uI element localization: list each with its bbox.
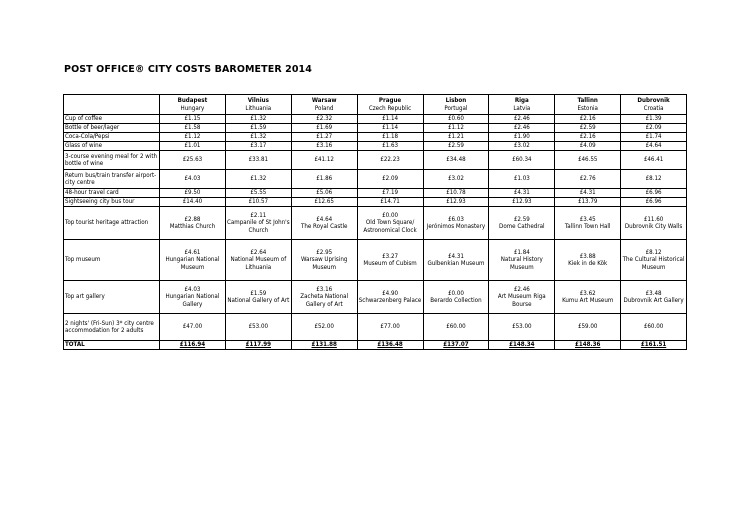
cost-amount: £4.31 xyxy=(579,189,596,197)
cost-cell xyxy=(489,151,555,170)
city-name: Riga xyxy=(514,97,529,105)
cost-amount: £2.95 xyxy=(316,249,333,257)
cost-amount: £3.16 xyxy=(316,286,333,294)
venue-name: National Gallery of Art xyxy=(227,297,290,304)
table-row xyxy=(64,314,687,341)
cost-cell xyxy=(291,314,357,341)
cost-amount: £46.55 xyxy=(577,156,598,164)
cost-amount: £1.27 xyxy=(316,133,333,141)
venue-name: The Royal Castle xyxy=(300,223,348,230)
cost-cell xyxy=(225,124,291,133)
table-row xyxy=(64,240,687,281)
row-label: Coca-Cola/Pepsi xyxy=(64,133,160,142)
cost-amount: £2.09 xyxy=(645,124,662,132)
cost-amount: £6.96 xyxy=(645,198,662,206)
cost-amount: £59.00 xyxy=(577,323,598,331)
cost-cell xyxy=(160,142,226,151)
cost-cell xyxy=(291,151,357,170)
cost-amount: £12.65 xyxy=(314,198,334,206)
cost-amount: £4.03 xyxy=(184,286,201,294)
cost-amount: £4.31 xyxy=(513,189,530,197)
venue-name: Hungarian National Museum xyxy=(165,256,220,271)
city-name: Prague xyxy=(378,97,402,105)
table-row xyxy=(64,207,687,240)
cost-cell xyxy=(489,240,555,281)
cost-cell xyxy=(423,115,489,124)
cost-amount: £3.02 xyxy=(447,175,464,183)
cost-cell xyxy=(225,281,291,314)
cost-cell xyxy=(423,170,489,189)
cost-amount: £53.00 xyxy=(512,323,532,331)
cost-cell xyxy=(357,124,423,133)
table-row xyxy=(64,142,687,151)
cost-cell xyxy=(160,133,226,142)
cost-cell xyxy=(291,198,357,207)
row-label: Glass of wine xyxy=(64,142,160,151)
cost-cell xyxy=(423,133,489,142)
city-header xyxy=(291,95,357,115)
cost-cell xyxy=(489,189,555,198)
cost-amount: £22.23 xyxy=(380,156,400,164)
cost-cell xyxy=(555,142,621,151)
city-name: Budapest xyxy=(177,97,208,105)
venue-name: National Museum of Lithuania xyxy=(230,256,287,271)
cost-amount: £25.63 xyxy=(182,156,203,164)
total-cell: £116.94 xyxy=(160,341,226,350)
cost-cell xyxy=(423,198,489,207)
cost-cell xyxy=(291,189,357,198)
venue-name: Old Town Square/ Astronomical Clock xyxy=(363,219,417,234)
venue-name: Jerónimos Monastery xyxy=(426,223,486,230)
cost-cell xyxy=(160,198,226,207)
cost-amount: £0.60 xyxy=(447,115,464,123)
cost-amount: £2.76 xyxy=(579,175,596,183)
cost-amount: £1.86 xyxy=(316,175,333,183)
cost-amount: £4.90 xyxy=(382,289,399,297)
venue-name: Dome Cathedral xyxy=(499,223,545,230)
cost-cell xyxy=(160,170,226,189)
cost-cell xyxy=(160,207,226,240)
total-cell: £137.07 xyxy=(423,341,489,350)
cost-amount: £3.62 xyxy=(579,289,596,297)
venue-name: Natural History Museum xyxy=(500,256,543,271)
cost-amount: £33.81 xyxy=(248,156,269,164)
cost-cell xyxy=(621,281,687,314)
city-name: Warsaw xyxy=(311,97,337,105)
city-header xyxy=(621,95,687,115)
cost-amount: £4.09 xyxy=(579,142,596,150)
cost-cell xyxy=(357,189,423,198)
cost-amount: £1.32 xyxy=(250,115,267,123)
cost-cell xyxy=(225,133,291,142)
cost-amount: £1.59 xyxy=(250,289,267,297)
cost-cell xyxy=(621,151,687,170)
total-cell: £117.99 xyxy=(225,341,291,350)
cost-cell xyxy=(489,281,555,314)
row-label: Top art gallery xyxy=(64,281,160,314)
cost-amount: £2.59 xyxy=(579,124,596,132)
cost-cell xyxy=(357,133,423,142)
venue-name: Kiek in de Kök xyxy=(568,260,608,267)
venue-name: Tallinn Town Hall xyxy=(564,223,611,230)
cost-cell xyxy=(621,240,687,281)
cost-amount: £8.12 xyxy=(645,175,662,183)
cost-amount: £0.00 xyxy=(447,289,464,297)
country-name: Lithuania xyxy=(245,104,272,112)
venue-name: Campanile of St John's Church xyxy=(226,219,290,234)
cost-cell xyxy=(621,314,687,341)
cost-cell xyxy=(621,189,687,198)
cost-cell xyxy=(555,151,621,170)
cost-amount: £2.46 xyxy=(513,124,530,132)
country-name: Croatia xyxy=(643,104,664,112)
table-row xyxy=(64,198,687,207)
cost-cell xyxy=(225,198,291,207)
cost-cell xyxy=(423,207,489,240)
cost-amount: £2.09 xyxy=(382,175,399,183)
cost-cell xyxy=(160,189,226,198)
cost-cell xyxy=(423,124,489,133)
cost-amount: £1.21 xyxy=(447,133,464,141)
cost-amount: £1.14 xyxy=(382,124,399,132)
cost-amount: £2.32 xyxy=(316,115,333,123)
cost-cell xyxy=(489,142,555,151)
table-row xyxy=(64,170,687,189)
cost-amount: £14.71 xyxy=(380,198,400,206)
cost-amount: £3.88 xyxy=(579,252,596,260)
cost-amount: £3.45 xyxy=(579,215,596,223)
cost-cell xyxy=(555,124,621,133)
cost-amount: £4.31 xyxy=(447,252,464,260)
table-row xyxy=(64,124,687,133)
cost-amount: £1.12 xyxy=(184,133,201,141)
page-title: POST OFFICE® CITY COSTS BAROMETER 2014 xyxy=(64,64,312,75)
venue-name: Matthias Church xyxy=(169,223,216,230)
cost-cell xyxy=(160,124,226,133)
cost-amount: £3.02 xyxy=(513,142,530,150)
row-label: Bottle of beer/lager xyxy=(64,124,160,133)
cost-cell xyxy=(160,281,226,314)
cost-amount: £2.88 xyxy=(184,215,201,223)
cost-cell xyxy=(357,314,423,341)
cost-cell xyxy=(621,133,687,142)
city-header xyxy=(225,95,291,115)
cost-cell xyxy=(225,115,291,124)
cost-amount: £2.16 xyxy=(579,115,596,123)
cost-cell xyxy=(225,142,291,151)
total-cell: £148.34 xyxy=(489,341,555,350)
cost-amount: £4.61 xyxy=(184,249,201,257)
city-header xyxy=(489,95,555,115)
cost-cell xyxy=(357,198,423,207)
city-costs-table xyxy=(63,94,687,350)
cost-amount: £0.00 xyxy=(382,212,399,220)
cost-amount: £9.50 xyxy=(184,189,201,197)
cost-amount: £52.00 xyxy=(314,323,334,331)
cost-amount: £5.06 xyxy=(316,189,333,197)
venue-name: Schwarzenberg Palace xyxy=(358,297,422,304)
cost-amount: £4.64 xyxy=(316,215,333,223)
cost-cell xyxy=(357,170,423,189)
country-name: Portugal xyxy=(444,104,468,112)
country-name: Poland xyxy=(314,104,334,112)
cost-cell xyxy=(225,189,291,198)
cost-cell xyxy=(423,151,489,170)
cost-cell xyxy=(291,170,357,189)
row-label: Top museum xyxy=(64,240,160,281)
row-label: 3-course evening meal for 2 with bottle of wine xyxy=(64,151,160,170)
cost-amount: £6.96 xyxy=(645,189,662,197)
cost-amount: £2.11 xyxy=(250,212,267,220)
cost-amount: £2.46 xyxy=(513,115,530,123)
cost-amount: £12.93 xyxy=(512,198,532,206)
cost-cell xyxy=(621,198,687,207)
row-label: 2 nights' (Fri-Sun) 3* city centre accommodation for 2 adults xyxy=(64,314,160,341)
cost-cell xyxy=(489,170,555,189)
cost-amount: £3.27 xyxy=(382,252,399,260)
total-label: TOTAL xyxy=(64,341,160,350)
city-header xyxy=(555,95,621,115)
cost-cell xyxy=(291,281,357,314)
cost-cell xyxy=(225,314,291,341)
cost-amount: £6.03 xyxy=(447,215,464,223)
city-header xyxy=(357,95,423,115)
cost-amount: £8.12 xyxy=(645,249,662,257)
cost-amount: £1.03 xyxy=(513,175,530,183)
cost-cell xyxy=(489,124,555,133)
cost-cell xyxy=(291,142,357,151)
city-name: Tallinn xyxy=(577,97,598,105)
cost-cell xyxy=(160,151,226,170)
cost-cell xyxy=(357,281,423,314)
cost-cell xyxy=(555,189,621,198)
cost-cell xyxy=(621,115,687,124)
country-name: Estonia xyxy=(577,104,598,112)
row-label: Return bus/train transfer airport-city centre xyxy=(64,170,160,189)
cost-amount: £13.79 xyxy=(577,198,598,206)
cost-cell xyxy=(555,133,621,142)
cost-amount: £34.48 xyxy=(446,156,466,164)
cost-amount: £7.19 xyxy=(382,189,399,197)
cost-cell xyxy=(555,170,621,189)
cost-amount: £2.64 xyxy=(250,249,267,257)
cost-cell xyxy=(423,314,489,341)
venue-name: Museum of Cubism xyxy=(363,260,417,267)
cost-cell xyxy=(160,314,226,341)
cost-cell xyxy=(357,115,423,124)
cost-amount: £60.34 xyxy=(512,156,532,164)
cost-cell xyxy=(423,240,489,281)
cost-amount: £1.63 xyxy=(382,142,399,150)
cost-amount: £1.58 xyxy=(184,124,201,132)
venue-name: The Cultural Historical Museum xyxy=(622,256,685,271)
cost-amount: £60.00 xyxy=(446,323,466,331)
cost-amount: £53.00 xyxy=(248,323,269,331)
header-corner-cell xyxy=(64,95,160,115)
venue-name: Art Museum Riga Bourse xyxy=(497,293,546,308)
cost-cell xyxy=(621,170,687,189)
cost-amount: £1.69 xyxy=(316,124,333,132)
cost-cell xyxy=(291,133,357,142)
city-header xyxy=(423,95,489,115)
cost-amount: £10.57 xyxy=(248,198,269,206)
cost-amount: £46.41 xyxy=(643,156,664,164)
cost-cell xyxy=(555,207,621,240)
cost-cell xyxy=(621,207,687,240)
cost-amount: £1.01 xyxy=(184,142,201,150)
cost-amount: £1.18 xyxy=(382,133,399,141)
cost-cell xyxy=(225,240,291,281)
cost-cell xyxy=(357,207,423,240)
venue-name: Dubrovnik City Walls xyxy=(624,223,683,230)
city-header xyxy=(160,95,226,115)
cost-cell xyxy=(489,314,555,341)
cost-cell xyxy=(423,189,489,198)
cost-amount: £1.39 xyxy=(645,115,662,123)
cost-cell xyxy=(357,142,423,151)
total-cell: £131.88 xyxy=(291,341,357,350)
row-label: Cup of coffee xyxy=(64,115,160,124)
cost-amount: £1.15 xyxy=(184,115,201,123)
cost-amount: £4.03 xyxy=(184,175,201,183)
table-row xyxy=(64,151,687,170)
cost-amount: £77.00 xyxy=(380,323,400,331)
cost-amount: £5.55 xyxy=(250,189,267,197)
cost-cell xyxy=(621,142,687,151)
country-name: Hungary xyxy=(180,104,205,112)
city-name: Vilnius xyxy=(247,97,269,105)
venue-name: Dubrovnik Art Gallery xyxy=(623,297,684,304)
cost-amount: £1.12 xyxy=(447,124,464,132)
cost-amount: £1.32 xyxy=(250,133,267,141)
cost-cell xyxy=(489,115,555,124)
city-name: Dubrovnik xyxy=(637,97,670,105)
cost-cell xyxy=(423,142,489,151)
cost-cell xyxy=(160,115,226,124)
table-row xyxy=(64,115,687,124)
venue-name: Zacheta National Gallery of Art xyxy=(300,293,349,308)
cost-cell xyxy=(489,133,555,142)
cost-cell xyxy=(357,240,423,281)
cost-amount: £4.64 xyxy=(645,142,662,150)
cost-amount: £1.90 xyxy=(513,133,530,141)
cost-cell xyxy=(357,151,423,170)
cost-cell xyxy=(621,124,687,133)
cost-cell xyxy=(555,198,621,207)
cost-amount: £2.46 xyxy=(513,286,530,294)
venue-name: Gulbenkian Museum xyxy=(427,260,485,267)
venue-name: Hungarian National Gallery xyxy=(165,293,220,308)
total-cell: £161.51 xyxy=(621,341,687,350)
row-label: 48-hour travel card xyxy=(64,189,160,198)
cost-amount: £2.59 xyxy=(447,142,464,150)
cost-amount: £2.16 xyxy=(579,133,596,141)
country-name: Czech Republic xyxy=(368,104,412,112)
table-header-row xyxy=(64,95,687,115)
cost-cell xyxy=(555,240,621,281)
cost-cell xyxy=(555,115,621,124)
venue-name: Kumu Art Museum xyxy=(562,297,614,304)
cost-amount: £1.74 xyxy=(645,133,662,141)
cost-cell xyxy=(423,281,489,314)
venue-name: Warsaw Uprising Museum xyxy=(300,256,348,271)
table-row xyxy=(64,189,687,198)
cost-cell xyxy=(555,314,621,341)
total-cell: £148.36 xyxy=(555,341,621,350)
cost-cell xyxy=(291,115,357,124)
country-name: Latvia xyxy=(513,104,531,112)
cost-cell xyxy=(160,240,226,281)
cost-amount: £11.60 xyxy=(643,215,664,223)
cost-cell xyxy=(225,151,291,170)
total-row xyxy=(64,341,687,350)
cost-amount: £3.17 xyxy=(250,142,267,150)
row-label: Sightseeing city bus tour xyxy=(64,198,160,207)
cost-cell xyxy=(489,207,555,240)
cost-cell xyxy=(291,124,357,133)
cost-amount: £1.84 xyxy=(513,249,530,257)
row-label: Top tourist heritage attraction xyxy=(64,207,160,240)
cost-amount: £41.12 xyxy=(314,156,334,164)
cost-amount: £3.48 xyxy=(645,289,662,297)
cost-amount: £1.59 xyxy=(250,124,267,132)
cost-cell xyxy=(489,198,555,207)
cost-amount: £60.00 xyxy=(643,323,664,331)
table-body xyxy=(64,115,687,350)
cost-amount: £10.78 xyxy=(446,189,466,197)
cost-cell xyxy=(225,207,291,240)
cost-amount: £2.59 xyxy=(513,215,530,223)
city-name: Lisbon xyxy=(445,97,467,105)
cost-cell xyxy=(225,170,291,189)
cost-cell xyxy=(555,281,621,314)
cost-cell xyxy=(291,207,357,240)
cost-amount: £3.16 xyxy=(316,142,333,150)
cost-amount: £1.14 xyxy=(382,115,399,123)
total-cell: £136.48 xyxy=(357,341,423,350)
cost-amount: £14.40 xyxy=(182,198,203,206)
table-row xyxy=(64,281,687,314)
cost-amount: £1.32 xyxy=(250,175,267,183)
cost-cell xyxy=(291,240,357,281)
cost-amount: £47.00 xyxy=(182,323,203,331)
venue-name: Berardo Collection xyxy=(430,297,482,304)
table-row xyxy=(64,133,687,142)
cost-amount: £12.93 xyxy=(446,198,466,206)
